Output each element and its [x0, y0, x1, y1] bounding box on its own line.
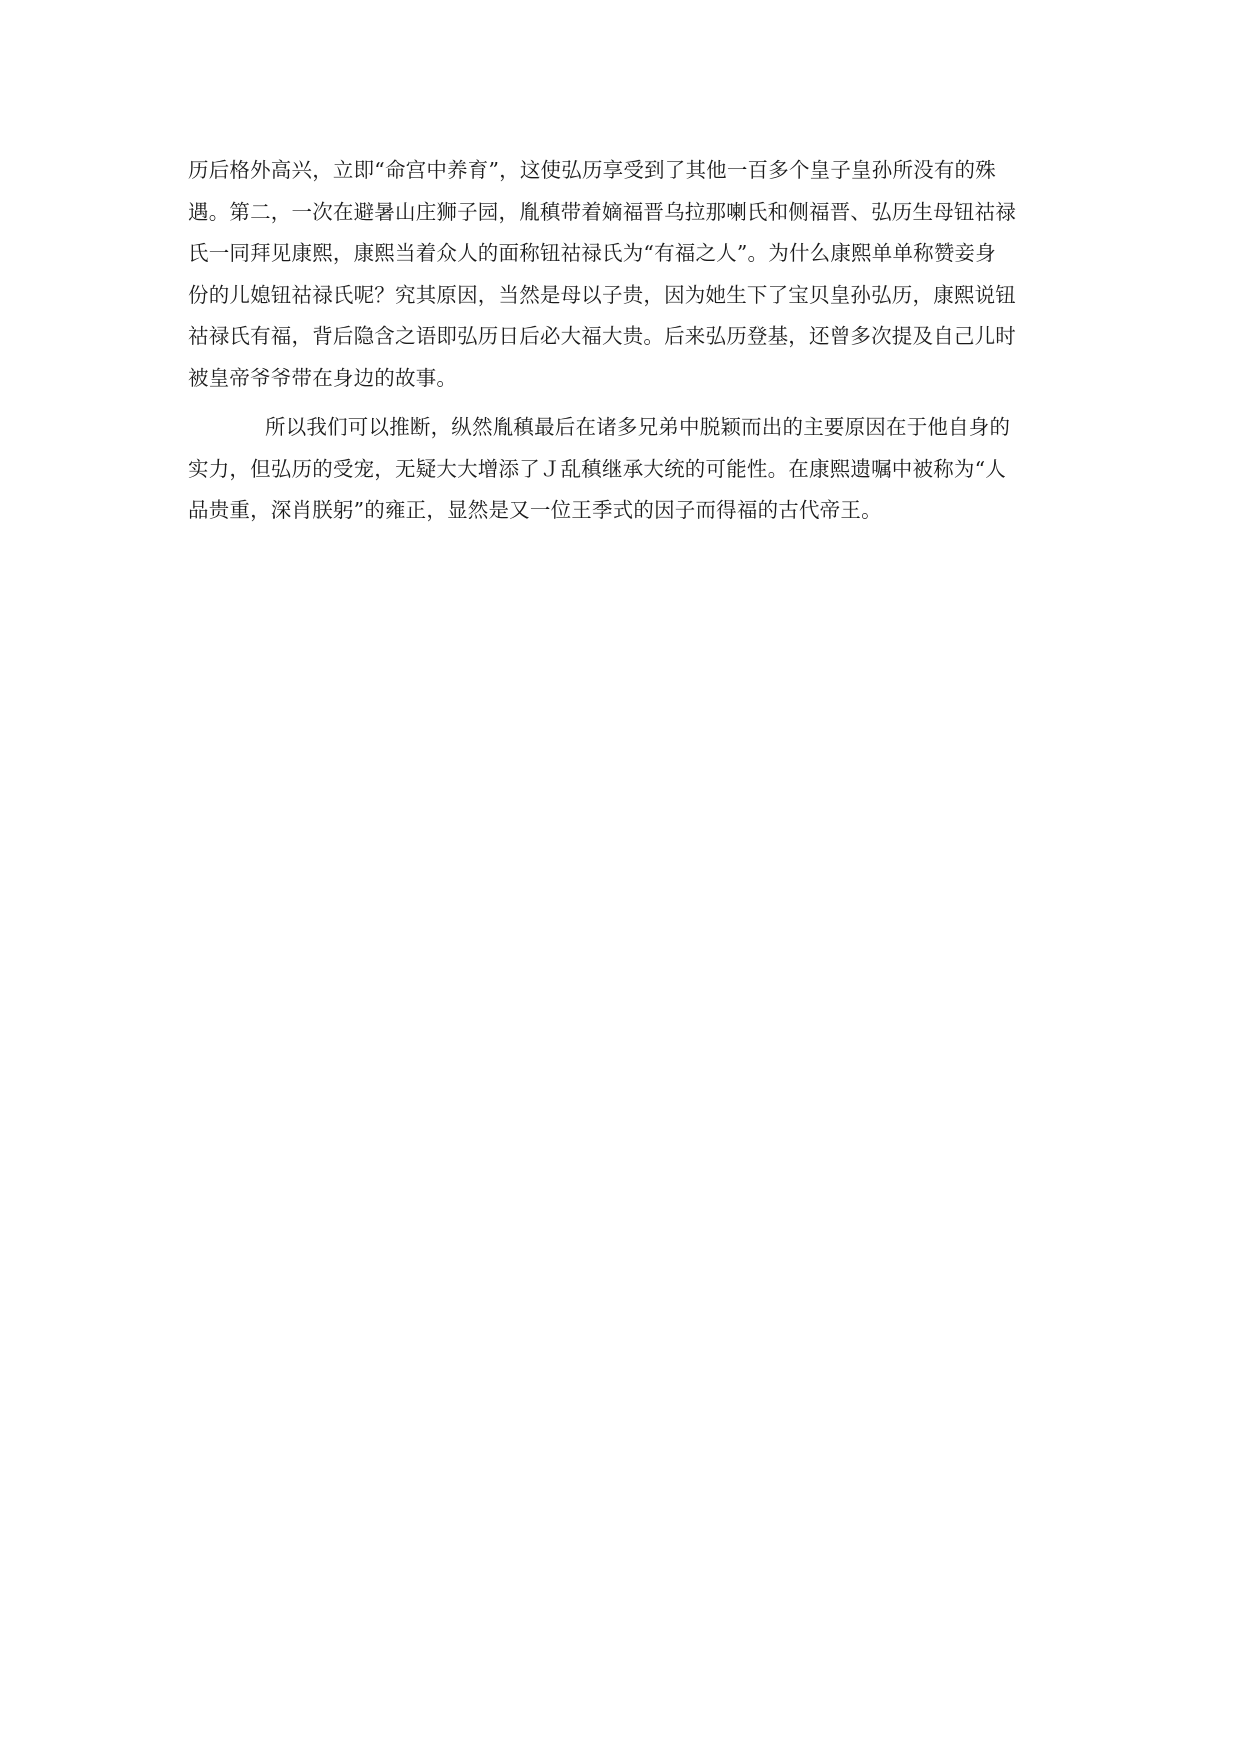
paragraph-1 [188, 150, 1058, 399]
text-line: 氏一同拜见康熙，康熙当着众人的面称钮祜禄氏为“有福之人”。为什么康熙单单称赞妾身 [188, 241, 996, 265]
text-line: 遇。第二，一次在避暑山庄狮子园，胤稹带着嫡福晋乌拉那喇氏和侧福晋、弘历生母钮祜禄 [188, 199, 1016, 224]
paragraph-2 [188, 407, 1058, 532]
text-line: 被皇帝爷爷带在身边的故事。 [188, 365, 458, 390]
text-line: 份的儿媳钮祜禄氏呢？究其原因，当然是母以子贵，因为她生下了宝贝皇孙弘历，康熙说钮 [188, 282, 1016, 307]
text-line: 品贵重，深肖朕躬”的雍正，显然是又一位王季式的因子而得福的古代帝王。 [188, 498, 882, 522]
text-line: 所以我们可以推断，纵然胤稹最后在诸多兄弟中脱颖而出的主要原因在于他自身的 [265, 415, 1011, 439]
text-line: 实力，但弘历的受宠，无疑大大增添了Ｊ乱稹继承大统的可能性。在康熙遗嘱中被称为“人 [188, 456, 1006, 481]
document-body [188, 150, 1058, 540]
text-line: 祜禄氏有福，背后隐含之语即弘历日后必大福大贵。后来弘历登基，还曾多次提及自己儿时 [188, 324, 1016, 348]
text-line: 历后格外高兴，立即“命宫中养育”，这使弘历享受到了其他一百多个皇子皇孙所没有的殊 [188, 158, 996, 182]
